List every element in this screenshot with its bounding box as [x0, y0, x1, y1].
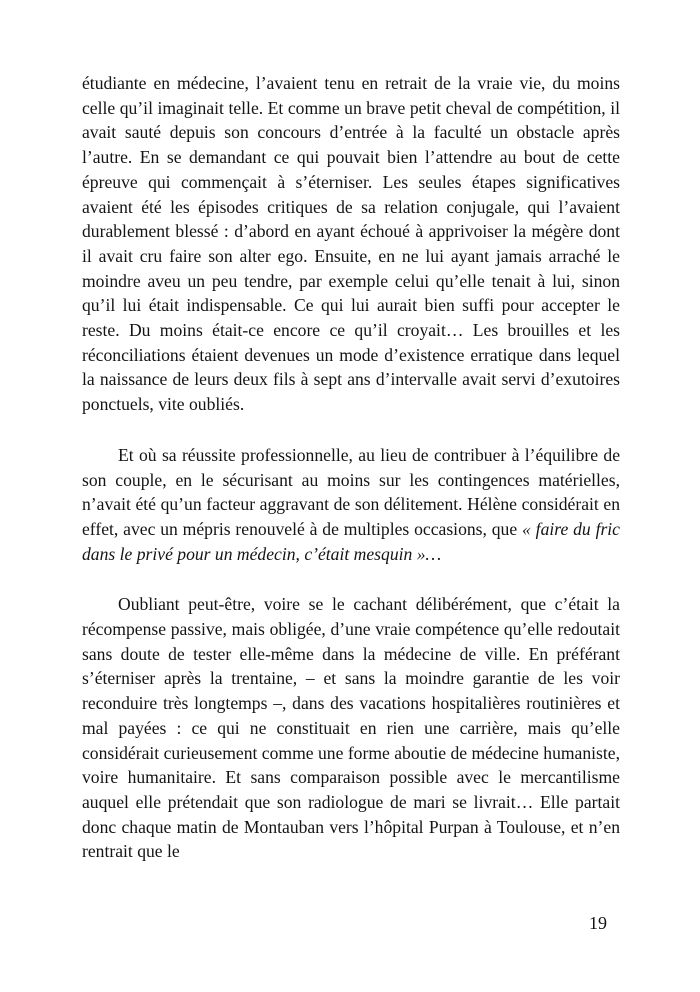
paragraph-2-text: Et où sa réussite professionnelle, au lieu de contribuer à l’équilibre de son couple, en le sécurisant au moins sur les contingences matérielles, n’avait été qu’un facteur aggravant de son délitement. Hélène considérait en effet, avec un mépris renouvelé à de multiples occasions, que: [82, 444, 620, 539]
paragraph-1: étudiante en médecine, l’avaient tenu en retrait de la vraie vie, du moins celle qu’il imaginait telle. Et comme un brave petit cheval de compétition, il avait sauté depuis son concours d’entrée à la faculté un obstacle après l’autre. En se demandant ce qui pouvait bien l’attendre au bout de cette épreuve qui commençait à s’éterniser. Les seules étapes significatives avaient été les épisodes critiques de sa relation conjugale, qui l’avaient durablement blessé : d’abord en ayant échoué à apprivoiser la mégère dont il avait cru faire son alter ego. Ensuite, en ne lui ayant jamais arraché le moindre aveu un peu tendre, par exemple celui qu’elle tenait à lui, sinon qu’il lui était indispensable. Ce qui lui aurait bien suffi pour accepter le reste. Du moins était-ce encore ce qu’il croyait… Les brouilles et les réconciliations étaient devenues un mode d’existence erratique dans lequel la naissance de leurs deux fils à sept ans d’intervalle avait servi d’exutoires ponctuels, vite oubliés.: [82, 73, 620, 415]
paragraph-2: [82, 443, 620, 567]
paragraph-3: Oubliant peut-être, voire se le cachant délibérément, que c’était la récompense passive, mais obligée, d’une vraie compétence qu’elle redoutait sans doute de tester elle-même dans la médecine de ville. En préférant s’éterniser après la trentaine, – et sans la moindre garantie de les voir reconduire très longtemps –, dans des vacations hospitalières routinières et mal payées : ce qui ne constituait en rien une carrière, mais qu’elle considérait curieusement comme une forme aboutie de médecine humaniste, voire humanitaire. Et sans comparaison possible avec le mercantilisme auquel elle prétendait que son radiologue de mari se livrait… Elle partait donc chaque matin de Montauban vers l’hôpital Purpan à Toulouse, et n’en rentrait que le: [82, 594, 620, 862]
page-number: 19: [589, 913, 607, 933]
paragraph-2-quote: « faire du fric dans le privé pour un médecin, c’était mesquin »…: [82, 518, 620, 564]
page-body: [82, 71, 620, 864]
